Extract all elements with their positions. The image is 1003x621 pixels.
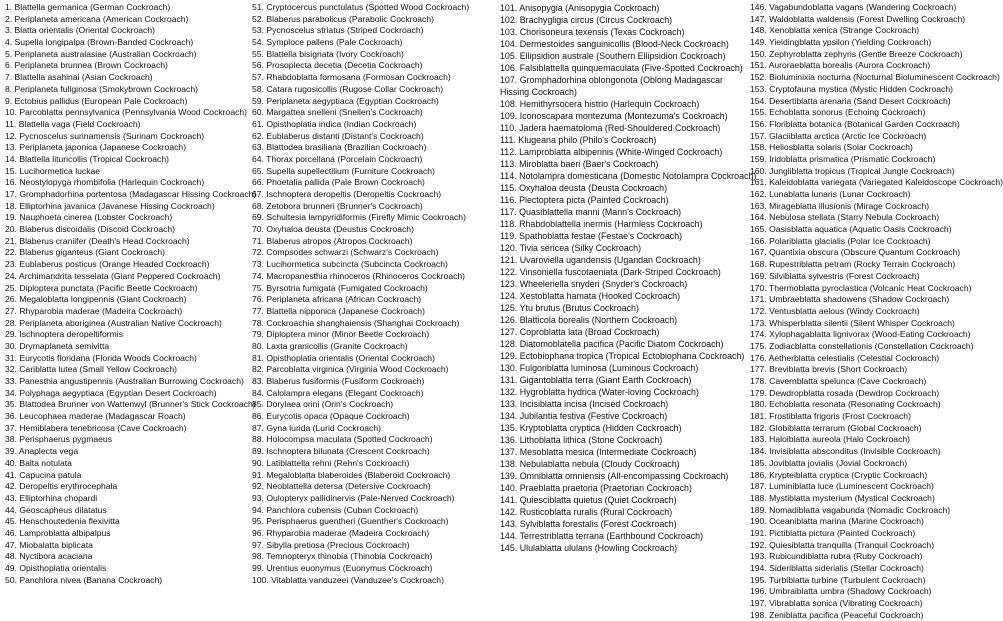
list-item: 87. Gyna lurida (Lurid Cockroach)	[252, 422, 381, 433]
list-item: 17. Gromphadorhina portentosa (Madagascar Hissing Cockroach)	[5, 189, 257, 199]
list-item: 63. Blattodea brasiliana (Brazilian Cockroach)	[252, 142, 427, 153]
list-item: 38. Perisphaerus pygmaeus	[5, 434, 113, 445]
list-item: 126. Blatticola borealis (Northern Cockroach)	[500, 315, 678, 325]
list-item: 166. Polariblatta glacialis (Polar Ice Cockroach)	[750, 235, 931, 246]
list-item: 182. Globiblatta terrarum (Global Cockroach)	[750, 422, 922, 433]
list-item: 33. Panesthia angustipennis (Australian Burrowing Cockroach)	[5, 376, 244, 386]
list-column-2	[249, 0, 498, 587]
list-item: 158. Heliosblatta solaris (Solar Cockroach)	[750, 142, 913, 153]
list-item: 139. Omniblatta omniensis (All-encompassing Cockroach)	[500, 471, 729, 481]
list-item: 67. Ischnoptera deropeltis (Deropeltis Cockroach)	[252, 189, 442, 199]
list-item: 147. Waldoblatta waldensis (Forest Dwelling Cockroach)	[750, 13, 966, 24]
list-item: 134. Jubilantia festiva (Festive Cockroach)	[500, 411, 668, 421]
list-item: 93. Oulopteryx pallidinervis (Pale-Nerved Cockroach)	[252, 492, 455, 503]
list-item: 56. Prosoplecta decetia (Decetia Cockroach)	[252, 60, 423, 71]
list-item: 12. Pycnoscelus surinamensis (Surinam Cockroach)	[5, 130, 205, 141]
list-item: 172. Ventusblatta aelous (Windy Cockroach)	[750, 305, 920, 316]
list-item: 26. Megaloblatta longipennis (Giant Cockroach)	[5, 294, 187, 305]
list-item: 66. Phoetalia pallida (Pale Brown Cockroach)	[252, 177, 425, 188]
list-item: 60. Margattea snelleni (Snellen's Cockroach)	[252, 107, 423, 118]
list-item: 144. Terrestriblatta terrana (Earthbound Cockroach)	[500, 531, 704, 541]
list-item: 137. Mesoblatta mesica (Intermediate Cockroach)	[500, 447, 697, 457]
list-item: 177. Breviblatta brevis (Short Cockroach)	[750, 364, 908, 375]
list-item: 150. Zephyroblatta zephyris (Gentle Breeze Cockroach)	[750, 48, 963, 59]
list-item: 129. Ectobiophana tropica (Tropical Ectobiophana Cockroach)	[500, 351, 745, 361]
list-item: 95. Perisphaerus guentheri (Guenther's Cockroach)	[252, 516, 449, 527]
list-item: 18. Elliptorhina javanica (Javanese Hissing Cockroach)	[5, 200, 215, 211]
list-item: 136. Lithoblatta lithica (Stone Cockroach)	[500, 435, 663, 445]
list-item: 173. Whisperblatta silentii (Silent Whisper Cockroach)	[750, 317, 955, 328]
list-item: 4. Supella longipalpa (Brown-Banded Cockroach)	[5, 37, 194, 48]
list-item: 181. Frostiblatta frigoris (Frost Cockroach)	[750, 411, 911, 422]
list-item: 107. Gromphadorhina oblongonota (Oblong Madagascar Hissing Cockroach)	[500, 75, 724, 97]
list-item: 160. Jungliblatta tropicus (Tropical Jungle Cockroach)	[750, 165, 955, 176]
list-item: 119. Spathoblatta festae (Festae's Cockroach)	[500, 231, 683, 241]
list-item: 35. Blattodea Brunner von Wattenwyl (Brunner's Stick Cockroach)	[5, 399, 256, 410]
list-column-4	[748, 0, 1003, 620]
list-item: 91. Megaloblatta blaberoides (Blaberoid Cockroach)	[252, 469, 451, 480]
list-item: 61. Opisthoplatia indica (Indian Cockroach)	[252, 118, 417, 129]
list-item: 92. Neoblattella detersa (Detersive Cockroach)	[252, 481, 431, 492]
list-item: 16. Neostylopyga rhombifolia (Harlequin Cockroach)	[5, 177, 205, 188]
list-item: 8. Periplaneta fuliginosa (Smokybrown Cockroach)	[5, 83, 198, 94]
list-item: 90. Latiblattella rehni (Rehn's Cockroach)	[252, 457, 410, 468]
list-item: 128. Diatomoblatella pacifica (Pacific Diatom Cockroach)	[500, 339, 724, 349]
list-item: 68. Zetobora brunneri (Brunner's Cockroach)	[252, 200, 423, 211]
list-item: 106. Falsiblattella quinquemaculata (Five-Spotted Cockroach)	[500, 63, 743, 73]
list-item: 171. Umbraeblatta shadowens (Shadow Cockroach)	[750, 294, 950, 305]
list-item: 164. Nebulosa stellata (Starry Nebula Cockroach)	[750, 212, 940, 223]
list-item: 6. Periplaneta brunnea (Brown Cockroach)	[5, 60, 168, 71]
list-item: 124. Xestoblatta hamata (Hooked Cockroach)	[500, 291, 681, 301]
list-item: 47. Miobalatta biplicata	[5, 539, 93, 550]
list-item: 145. Ululablatta ululans (Howling Cockroach)	[500, 543, 678, 553]
list-item: 25. Diploptera punctata (Pacific Beetle Cockroach)	[5, 282, 198, 293]
list-item: 161. Kaleidoblatta variegata (Variegated Kaleidoscope Cockroach)	[750, 177, 1003, 188]
list-item: 105. Ellipsidion australe (Southern Ellipsidion Cockroach)	[500, 51, 726, 61]
list-item: 111. Klugeana philo (Philo's Cockroach)	[500, 135, 657, 145]
list-item: 73. Lucihormetica subcincta (Subcincta Cockroach)	[252, 259, 448, 270]
list-item: 52. Blaberus parabolicus (Parabolic Cockroach)	[252, 13, 434, 24]
list-item: 86. Eurycotis opaca (Opaque Cockroach)	[252, 411, 410, 422]
list-item: 191. Pictiblatta pictura (Painted Cockroach)	[750, 527, 916, 538]
list-item: 96. Rhyparobia maderae (Madeira Cockroach)	[252, 527, 430, 538]
list-item: 170. Thermoblatta pyroclastica (Volcanic Heat Cockroach)	[750, 282, 972, 293]
list-item: 168. Rupestriblatta petram (Rocky Terrain Cockroach)	[750, 259, 956, 270]
list-item: 43. Elliptorhina chopardi	[5, 492, 98, 503]
list-item: 155. Echoblatta sonorus (Echoing Cockroach)	[750, 107, 926, 118]
list-item: 196. Umbraiblatta umbra (Shadowy Cockroach)	[750, 586, 932, 597]
list-item: 115. Oxyhaloa deusta (Deusta Cockroach)	[500, 183, 668, 193]
list-item: 175. Zodiacblatta constellationis (Constellation Cockroach)	[750, 340, 974, 351]
list-item: 7. Blattella asahinai (Asian Cockroach)	[5, 72, 153, 83]
list-item: 184. Invisiblatta absconditus (Invisible Cockroach)	[750, 446, 941, 457]
list-item: 135. Kryptoblatta cryptica (Hidden Cockroach)	[500, 423, 682, 433]
list-item: 192. Quiesiblatta tranquilla (Tranquil Cockroach)	[750, 539, 935, 550]
list-item: 27. Rhyparobia maderae (Madeira Cockroach)	[5, 305, 183, 316]
list-item: 97. Sibylla pretiosa (Precious Cockroach)	[252, 539, 410, 550]
list-item: 36. Leucophaea maderae (Madagascar Roach)	[5, 411, 186, 422]
list-item: 179. Dewdropblatta rosada (Dewdrop Cockroach)	[750, 387, 940, 398]
list-item: 131. Gigantoblatta terra (Giant Earth Cockroach)	[500, 375, 692, 385]
list-item: 64. Thorax porcellana (Porcelain Cockroach)	[252, 153, 423, 164]
list-item: 19. Nauphoeta cinerea (Lobster Cockroach)	[5, 212, 173, 223]
list-item: 189. Nomadiblatta vagabunda (Nomadic Cockroach)	[750, 504, 951, 515]
list-item: 101. Anisopygia (Anisopygia Cockroach)	[500, 3, 660, 13]
list-item: 185. Joviblatta jovialis (Jovial Cockroach)	[750, 457, 908, 468]
list-item: 102. Brachygligia circus (Circus Cockroach)	[500, 15, 673, 25]
list-item: 14. Blattella lituricollis (Tropical Cockroach)	[5, 153, 169, 164]
list-item: 54. Symploce pallens (Pale Cockroach)	[252, 37, 403, 48]
list-item: 41. Capucina patula	[5, 469, 82, 480]
list-item: 99. Urentius euonymus (Euonymus Cockroach)	[252, 563, 433, 573]
list-item: 154. Desertiblatta arenaria (Sand Desert Cockroach)	[750, 95, 951, 106]
list-item: 180. Echoblatta resonata (Resonating Cockroach)	[750, 399, 941, 410]
species-list-1	[5, 2, 257, 586]
list-item: 57. Rhabdoblatta formosana (Formosan Cockroach)	[252, 72, 451, 83]
list-item: 133. Incisiblatta incisa (Incised Cockroach)	[500, 399, 669, 409]
list-item: 89. Ischnoptera bilunata (Crescent Cockroach)	[252, 446, 430, 457]
list-item: 13. Periplaneta japonica (Japanese Cockroach)	[5, 142, 187, 153]
list-item: 132. Hygroblatta hydrica (Water-loving Cockroach)	[500, 387, 699, 397]
list-item: 84. Calolampra elegans (Elegant Cockroach)	[252, 387, 424, 398]
list-item: 71. Blaberus atropos (Atropos Cockroach)	[252, 235, 413, 246]
list-item: 163. Mirageblatta illusionis (Mirage Cockroach)	[750, 200, 930, 211]
list-item: 113. Miroblatta baeri (Baer's Cockroach)	[500, 159, 659, 169]
list-item: 151. Auroraeblatta borealis (Aurora Cockroach)	[750, 60, 931, 71]
list-item: 3. Blatta orientalis (Oriental Cockroach)	[5, 25, 155, 36]
list-item: 148. Xenoblatta xenica (Strange Cockroach)	[750, 25, 920, 36]
list-item: 157. Glaciiblatta arctica (Arctic Ice Cockroach)	[750, 130, 927, 141]
list-item: 32. Cariblatta lutea (Small Yellow Cockroach)	[5, 364, 177, 375]
list-item: 79. Diploptera minor (Minor Beetle Cockroach)	[252, 329, 430, 340]
list-item: 143. Sylviblatta forestalis (Forest Cockroach)	[500, 519, 677, 529]
list-item: 110. Jadera haematoloma (Red-Shouldered Cockroach)	[500, 123, 721, 133]
list-item: 123. Wheeleriella snyderi (Snyder's Cockroach)	[500, 279, 688, 289]
list-item: 116. Plectoptera picta (Painted Cockroach)	[500, 195, 669, 205]
list-item: 127. Coproblatta lata (Broad Cockroach)	[500, 327, 660, 337]
species-list-2	[252, 2, 498, 586]
list-item: 103. Chorisoneura texensis (Texas Cockroach)	[500, 27, 685, 37]
list-item: 10. Parcoblatta pennsylvanica (Pennsylvania Wood Cockroach)	[5, 107, 248, 118]
list-item: 37. Hemiblabera tenebricosa (Cave Cockroach)	[5, 422, 187, 433]
list-item: 30. Drymaplaneta semivitta	[5, 340, 110, 351]
list-item: 23. Eublaberus posticus (Orange Headed Cockroach)	[5, 259, 210, 270]
list-item: 45. Henschoutedenia flexivitta	[5, 516, 120, 527]
list-item: 174. Xylophagablatta lignivorax (Wood-Eating Cockroach)	[750, 329, 971, 340]
list-item: 39. Anaplecta vega	[5, 446, 79, 457]
species-list-4	[750, 2, 1003, 621]
list-item: 1. Blattella germanica (German Cockroach)	[5, 2, 171, 12]
list-item: 117. Quasiblattella manni (Mann's Cockroach)	[500, 207, 682, 217]
list-item: 44. Geoscapheus dilatatus	[5, 504, 107, 515]
list-item: 48. Nyctibora acaciana	[5, 551, 93, 562]
list-item: 141. Quiesciblatta quietus (Quiet Cockroach)	[500, 495, 677, 505]
list-item: 138. Nebulablatta nebula (Cloudy Cockroach)	[500, 459, 680, 469]
list-item: 70. Oxyhaloa deusta (Deustus Cockroach)	[252, 224, 414, 235]
list-item: 46. Lamproblatta albipalpus	[5, 527, 111, 538]
list-item: 118. Rhabdoblattella inermis (Harmless Cockroach)	[500, 219, 703, 229]
list-item: 11. Blattella vaga (Field Cockroach)	[5, 118, 141, 129]
list-item: 121. Uvaroviella ugandensis (Ugandan Cockroach)	[500, 255, 701, 265]
list-item: 62. Eublaberus distanti (Distant's Cockroach)	[252, 130, 424, 141]
list-column-1	[0, 0, 257, 587]
list-item: 22. Blaberus giganteus (Giant Cockroach)	[5, 247, 166, 258]
list-item: 125. Ytu brutus (Brutus Cockroach)	[500, 303, 639, 313]
list-item: 5. Periplaneta australasiae (Australian Cockroach)	[5, 48, 197, 59]
list-item: 77. Blattella nipponica (Japanese Cockroach)	[252, 305, 425, 316]
list-item: 142. Rusticoblatta ruralis (Rural Cockroach)	[500, 507, 673, 517]
list-item: 53. Pycnoscelus striatus (Striped Cockroach)	[252, 25, 424, 36]
list-item: 108. Hemithyrsocera histrio (Harlequin Cockroach)	[500, 99, 700, 109]
list-item: 42. Deropeltis erythrocephala	[5, 481, 118, 492]
list-item: 186. Krypteiblatta cryptica (Cryptic Cockroach)	[750, 469, 928, 480]
list-item: 40. Balta notulata	[5, 457, 72, 468]
list-item: 153. Cryptofauna mystica (Mystic Hidden Cockroach)	[750, 83, 953, 94]
list-item: 112. Lamproblatta albipennis (White-Winged Cockroach)	[500, 147, 723, 157]
species-list-3	[500, 2, 757, 554]
list-item: 198. Zeniblatta pacifica (Peaceful Cockroach)	[750, 609, 924, 620]
list-item: 28. Periplaneta aboriginea (Australian Native Cockroach)	[5, 317, 222, 328]
list-item: 29. Ischnoptera deropeltiformis	[5, 329, 123, 340]
list-item: 159. Iridoblatta prismatica (Prismatic Cockroach)	[750, 153, 936, 164]
list-item: 94. Panchlora cubensis (Cuban Cockroach)	[252, 504, 419, 515]
list-item: 167. Quantixia obscura (Obscure Quantum Cockroach)	[750, 247, 961, 258]
list-item: 187. Luminiblatta luce (Luminescent Cockroach)	[750, 481, 934, 492]
list-item: 88. Holocompsa maculata (Spotted Cockroach)	[252, 434, 433, 445]
list-item: 78. Cockroachia shanghaiensis (Shanghai Cockroach)	[252, 317, 460, 328]
list-item: 195. Turbiblatta turbine (Turbulent Cockroach)	[750, 574, 926, 585]
list-item: 176. Aetherblatta celestialis (Celestial Cockroach)	[750, 352, 940, 363]
list-item: 49. Opisthoplatia orientalis	[5, 563, 107, 573]
list-item: 98. Temnopteryx thinobia (Thinobia Cockroach)	[252, 551, 433, 562]
list-item: 190. Oceaniblatta marina (Marine Cockroach)	[750, 516, 924, 527]
list-item: 59. Periplaneta aegyptiaca (Egyptian Cockroach)	[252, 95, 439, 106]
list-item: 24. Archimandrita tesselata (Giant Peppered Cockroach)	[5, 270, 221, 281]
list-item: 51. Cryptocercus punctulatus (Spotted Wood Cockroach)	[252, 2, 470, 12]
list-item: 130. Fulgoriblatta luminosa (Luminous Cockroach)	[500, 363, 699, 373]
list-item: 80. Laxta granicollis (Granite Cockroach)	[252, 340, 408, 351]
list-item: 34. Polyphaga aegyptiaca (Egyptian Desert Cockroach)	[5, 387, 217, 398]
list-item: 76. Periplaneta africana (African Cockroach)	[252, 294, 422, 305]
list-item: 188. Mystiblatta mysterium (Mystical Cockroach)	[750, 492, 935, 503]
list-item: 15. Lucihormetica luckae	[5, 165, 101, 176]
list-item: 72. Compsodes schwarzi (Schwarz's Cockroach)	[252, 247, 439, 258]
list-item: 156. Floriblatta botanica (Botanical Garden Cockroach)	[750, 118, 960, 129]
list-item: 81. Opisthoplatia orientalis (Oriental Cockroach)	[252, 352, 435, 363]
list-item: 120. Tivia sericea (Silky Cockroach)	[500, 243, 642, 253]
list-item: 165. Oasisblatta aquatica (Aquatic Oasis Cockroach)	[750, 224, 952, 235]
list-item: 109. Iconoscapara montezuma (Montezuma's Cockroach)	[500, 111, 728, 121]
list-item: 85. Dorylaea orini (Orin's Cockroach)	[252, 399, 394, 410]
list-item: 197. Vibrablatta sonica (Vibrating Cockroach)	[750, 598, 923, 609]
list-item: 2. Periplaneta americana (American Cockroach)	[5, 13, 189, 24]
list-item: 104. Dermestoides sanguinicollis (Blood-Neck Cockroach)	[500, 39, 729, 49]
list-item: 50. Panchlora nivea (Banana Cockroach)	[5, 574, 163, 585]
list-item: 21. Blaberus craniifer (Death's Head Cockroach)	[5, 235, 190, 246]
list-item: 183. Haloiblatta aureola (Halo Cockroach)	[750, 434, 911, 445]
list-item: 20. Blaberus discoidalis (Discoid Cockroach)	[5, 224, 176, 235]
list-item: 69. Schultesia lampyridiformis (Firefly Mimic Cockroach)	[252, 212, 466, 223]
list-item: 82. Parcoblatta virginica (Virginia Wood Cockroach)	[252, 364, 449, 375]
list-column-3	[498, 0, 757, 587]
list-item: 100. Vitablatta vanduzeei (Vanduzee's Cockroach)	[252, 574, 444, 585]
list-item: 122. Vinsoniella fuscotaeniata (Dark-Striped Cockroach)	[500, 267, 721, 277]
list-item: 178. Cavernblatta spelunca (Cave Cockroach)	[750, 376, 927, 386]
list-item: 146. Vagabundoblatta vagans (Wandering Cockroach)	[750, 2, 957, 12]
list-item: 83. Blaberus fusiformis (Fusiform Cockroach)	[252, 376, 425, 386]
list-item: 193. Rubicundiblatta rubra (Ruby Cockroach)	[750, 551, 923, 562]
list-item: 169. Silviblatta sylvestris (Forest Cockroach)	[750, 270, 920, 281]
list-item: 31. Eurycotis floridana (Florida Woods Cockroach)	[5, 352, 197, 363]
list-item: 74. Macropanesthia rhinoceros (Rhinoceros Cockroach)	[252, 270, 466, 281]
list-item: 194. Sideriblatta siderialis (Stellar Cockroach)	[750, 563, 924, 573]
list-item: 55. Blattella bisignata (Ivory Cockroach)	[252, 48, 404, 59]
list-item: 149. Yieldingblatta ypsilon (Yielding Cockroach)	[750, 37, 932, 48]
list-item: 152. Bioluminixia nocturna (Nocturnal Bioluminescent Cockroach)	[750, 72, 1000, 83]
list-item: 162. Lunablatta lunaris (Lunar Cockroach)	[750, 189, 911, 199]
list-item: 114. Notolampra domesticana (Domestic Notolampra Cockroach)	[500, 171, 757, 181]
list-item: 75. Byrsotria fumigata (Fumigated Cockroach)	[252, 282, 428, 293]
list-item: 140. Praeblatta praetoria (Praetorian Cockroach)	[500, 483, 692, 493]
list-item: 9. Ectobius pallidus (European Pale Cockroach)	[5, 95, 188, 106]
list-item: 58. Catara rugosicollis (Rugose Collar Cockroach)	[252, 83, 444, 94]
list-item: 65. Supella supellectilium (Furniture Cockroach)	[252, 165, 435, 176]
